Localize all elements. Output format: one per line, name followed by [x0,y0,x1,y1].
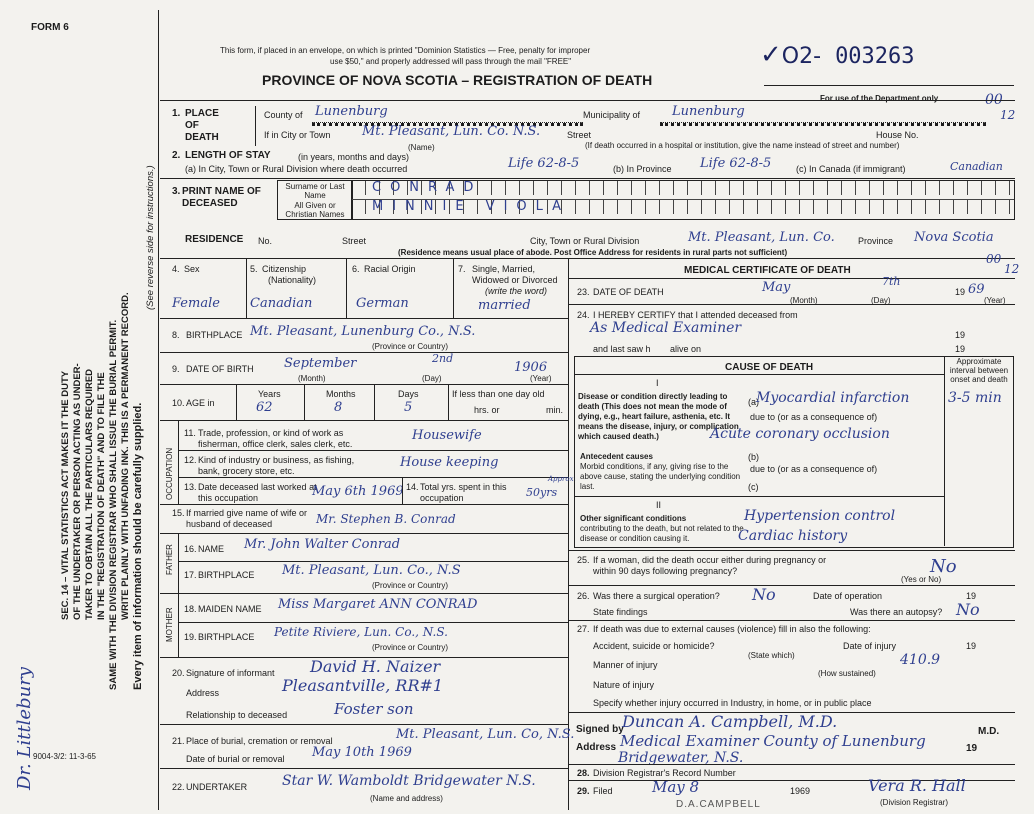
cause-title: CAUSE OF DEATH [725,362,814,373]
s11-value: Housewife [412,428,482,443]
department-use-label: For use of the Department only [820,94,939,103]
s18-value: Miss Margaret ANN CONRAD [278,597,478,612]
residence-label: RESIDENCE [185,234,244,245]
s20-signature: David H. Naizer [310,657,441,676]
other-value-2: Cardiac history [738,528,848,544]
s22-number: 22. [172,782,185,792]
dept-mark-1: 00 [985,92,1003,108]
s23-year: 69 [968,282,985,297]
medical-mark: 00 [986,252,1002,266]
s6-number: 6. [352,264,360,274]
s26-number: 26. [577,591,590,601]
side-text-4: IN THE "REGISTRATION OF DEATH" AND TO FILE THE [96,372,107,620]
s2-a-value: Life 62-8-5 [508,156,580,171]
reg-number-value: 003263 [835,44,915,69]
s23-number: 23. [577,287,590,297]
address-prefix: 19 [966,743,978,754]
s27-code: 410.9 [900,652,941,668]
surname-value: CONRAD [372,180,483,195]
s12-label: Kind of industry or business, as fishing, bank, grocery store, etc. [198,455,355,476]
city-name-hint: (Name) [408,143,435,152]
s2-c-label: (c) In Canada (if immigrant) [796,164,906,174]
check-mark-icon: ✓ [760,40,782,70]
s26-prefix: 19 [966,591,977,601]
s27-accident-label: Accident, suicide or homicide? [593,641,715,651]
mother-label: MOTHER [165,607,174,642]
s2-b-value: Life 62-8-5 [700,156,772,171]
s27-nature-label: Nature of injury [593,680,655,690]
s10-min-label: min. [546,405,564,415]
s27-number: 27. [577,624,590,634]
s20-address-label: Address [186,688,220,698]
s10-years-label: Years [258,389,281,399]
side-text-7: Every item of information should be carefully supplied. [132,402,144,690]
given-label: All Given or Christian Names [285,201,345,219]
s17-value: Mt. Pleasant, Lun. Co., N.S [282,563,461,578]
s20-address: Pleasantville, RR#1 [282,676,444,695]
s17-hint: (Province or Country) [372,581,449,590]
dept-mark-2: 12 [1000,108,1016,122]
md-label: M.D. [978,726,1000,737]
other-value-1: Hypertension control [744,508,896,524]
s10-hrs-label: hrs. or [474,405,500,415]
s9-year-hint: (Year) [530,374,552,383]
s22-hint: (Name and address) [370,794,443,803]
s29-prefix: 1969 [790,786,811,796]
s9-label: DATE OF BIRTH [186,364,254,374]
s2-b-label: (b) In Province [613,164,672,174]
form-code: 9004-3/2: 11-3-65 [33,752,97,761]
s16-value: Mr. John Walter Conrad [244,537,401,552]
s13-number: 13. [184,482,197,492]
s9-day-hint: (Day) [422,374,442,383]
residence-province-label: Province [858,236,894,246]
s21-date: May 10th 1969 [312,745,412,760]
municipality-label: Municipality of [583,110,641,120]
signed-value: Duncan A. Campbell, M.D. [622,712,838,731]
cause-a-label: (a) [748,397,759,407]
form-id: FORM 6 [31,22,69,33]
s10-months-label: Months [326,389,356,399]
s15-number: 15. [172,508,185,518]
side-signature: Dr. Littlebury [14,667,35,790]
due-label-2: due to (or as a consequence of) [750,464,878,474]
interval-label: Approximate interval between onset and death [949,357,1009,384]
s21-label: Place of burial, cremation or removal [186,736,333,746]
residence-province-value: Nova Scotia [914,230,994,245]
s26-findings-label: State findings [593,607,648,617]
s19-number: 19. [184,632,197,642]
s25-hint: (Yes or No) [901,575,942,584]
s24-number: 24. [577,310,590,320]
s29-label: Filed [593,786,613,796]
s20-relationship-label: Relationship to deceased [186,710,288,720]
other-label: contributing to the death, but not related to the disease or condition causing it. [580,524,744,543]
s4-number: 4. [172,264,180,274]
s27-specify-label: Specify whether injury occurred in Industry, in home, or in public place [593,698,872,708]
father-label: FATHER [165,544,174,575]
antecedent-label: Morbid conditions, if any, giving rise to the above cause, stating the underlying condition last. [580,462,741,491]
s9-day: 2nd [432,352,454,365]
side-text-8: (See reverse side for instructions.) [145,165,156,310]
city-label: If in City or Town [264,130,331,140]
residence-hint: (Residence means usual place of abode. Post Office Address for residents in rural parts not sufficient) [398,248,788,257]
s10-days-label: Days [398,389,419,399]
s8-value: Mt. Pleasant, Lunenburg Co., N.S. [250,324,476,339]
s18-number: 18. [184,604,197,614]
s24-alive-label: alive on [670,344,702,354]
s20-number: 20. [172,668,185,678]
s11-number: 11. [184,428,196,438]
s25-value: No [930,556,957,577]
s13-label: Date deceased last worked at this occupation [198,482,317,503]
reg-prefix: O2- [781,44,822,69]
s29-date: May 8 [652,778,700,796]
county-label: County of [264,110,303,120]
s3-label: PRINT NAME OF DECEASED [182,186,261,209]
due-label-1: due to (or as a consequence of) [750,412,878,422]
notice-line-1: This form, if placed in an envelope, on which is printed "Dominion Statistics — Free, penalty for improper [220,46,591,55]
s2-label: LENGTH OF STAY [185,150,271,161]
s19-value: Petite Riviere, Lun. Co., N.S. [274,625,448,639]
s28-number: 28. [577,768,590,778]
antecedent-title: Antecedent causes [580,452,653,461]
s15-label: If married give name of wife or husband of deceased [186,508,308,529]
s23-prefix: 19 [955,287,966,297]
s14-note: Approx. [548,475,576,483]
part-2-label: II [656,500,662,510]
s4-label: Sex [184,264,200,274]
s24-prefix2: 19 [955,344,966,354]
s26-value: No [752,585,776,604]
residence-city-label: City, Town or Rural Division [530,236,640,246]
s5-value: Canadian [250,296,313,311]
s28-label: Division Registrar's Record Number [593,768,736,778]
s9-number: 9. [172,364,180,374]
hospital-hint: (If death occurred in a hospital or institution, give the name instead of street and number) [585,141,900,150]
cause-c-label: (c) [748,482,759,492]
residence-no-label: No. [258,236,273,246]
residence-city-value: Mt. Pleasant, Lun. Co. [688,230,835,245]
s10-days: 5 [404,400,413,415]
s2-number: 2. [172,150,181,161]
s6-label: Racial Origin [364,264,416,274]
s19-hint: (Province or Country) [372,643,449,652]
address-value-2: Bridgewater, N.S. [618,750,744,766]
s15-value: Mr. Stephen B. Conrad [316,512,456,526]
s27-manner-label: Manner of injury [593,660,658,670]
s23-year-hint: (Year) [984,296,1006,305]
s8-label: BIRTHPLACE [186,330,243,340]
city-value: Mt. Pleasant, Lun. Co. N.S. [362,124,541,139]
s2-hint: (in years, months and days) [298,152,410,162]
address-label: Address [576,742,617,753]
s7-value: married [478,298,531,313]
s7-label: Single, Married, Widowed or Divorced [472,264,558,285]
s16-number: 16. [184,544,197,554]
s8-hint: (Province or Country) [372,342,449,351]
s22-value: Star W. Wamboldt Bridgewater N.S. [282,773,536,789]
s22-label: UNDERTAKER [186,782,248,792]
s20-label: Signature of informant [186,668,275,678]
s26-op-date-label: Date of operation [813,591,883,601]
s8-number: 8. [172,330,180,340]
doctor-stamp: D.A.CAMPBELL [676,799,761,810]
s21-place: Mt. Pleasant, Lun. Co, N.S. [396,727,575,742]
s23-month-hint: (Month) [790,296,818,305]
s29-number: 29. [577,786,590,796]
s14-value: 50yrs [526,486,558,499]
s10-months: 8 [334,400,343,415]
s29-hint: (Division Registrar) [880,798,949,807]
s17-label: BIRTHPLACE [198,570,255,580]
street-label: Street [567,130,592,140]
side-text-2: OF THE UNDERTAKER OR PERSON ACTING AS UNDER- [72,363,83,620]
county-value: Lunenburg [315,104,388,119]
cause-b-value: Acute coronary occlusion [710,426,890,442]
cause-a-value: Myocardial infarction [756,390,910,406]
s24-last-label: and last saw h [593,344,651,354]
side-text-5: SAME WITH THE DIVISION REGISTRAR WHO SHALL ISSUE THE BURIAL PERMIT. [108,319,119,690]
s27-prefix: 19 [966,641,977,651]
s24-prefix: 19 [955,330,966,340]
s25-number: 25. [577,555,590,565]
s17-number: 17. [184,570,197,580]
cause-a-interval: 3-5 min [948,390,1002,406]
s9-year: 1906 [514,360,548,375]
s5-number: 5. [250,264,258,274]
s18-label: MAIDEN NAME [198,604,262,614]
address-value: Medical Examiner County of Lunenburg [620,732,926,750]
s12-value: House keeping [400,455,499,470]
other-title: Other significant conditions [580,514,687,523]
notice-line-2: use $50," and properly addressed will pass through the mail "FREE" [330,57,572,66]
medical-title: MEDICAL CERTIFICATE OF DEATH [684,265,851,276]
occupation-label: OCCUPATION [165,447,174,500]
s29-registrar: Vera R. Hall [868,776,966,795]
s12-number: 12. [184,455,197,465]
s25-label: If a woman, did the death occur either during pregnancy or within 90 days following pregnancy? [593,555,827,576]
s23-label: DATE OF DEATH [593,287,664,297]
s7-sub: (write the word) [485,286,548,296]
s21-number: 21. [172,736,185,746]
side-text-6: WRITE PLAINLY WITH UNFADING INK. THIS IS A PERMANENT RECORD. [120,292,131,620]
s2-a-label: (a) In City, Town or Rural Division where death occurred [185,164,408,174]
s6-value: German [356,296,409,311]
s19-label: BIRTHPLACE [198,632,255,642]
s26-autopsy: No [956,600,980,619]
s27-sustained-hint: (How sustained) [818,669,876,678]
side-text-1: SEC. 14 – VITAL STATISTICS ACT MAKES IT THE DUTY [60,370,71,620]
s3-number: 3. [172,186,181,197]
s13-value: May 6th 1969 [312,484,404,499]
residence-street-label: Street [342,236,367,246]
disease-label: Disease or condition directly leading to death (This does not mean the mode of dying, e.g., heart failure, asthenia, etc. It means the disease, injury, or complication which caused death.) [578,392,739,441]
house-no-label: House No. [876,130,919,140]
given-names-value: MINNIE VIOLA [372,199,571,214]
s23-day: 7th [882,275,901,288]
s14-number: 14. [406,482,419,492]
s9-month: September [284,356,357,371]
s10-number: 10. [172,398,185,408]
s10-label: AGE in [186,398,215,408]
s5-sub: (Nationality) [268,275,317,285]
s10-years: 62 [256,400,273,415]
s23-day-hint: (Day) [871,296,891,305]
page-title: PROVINCE OF NOVA SCOTIA – REGISTRATION OF DEATH [262,72,653,88]
s9-month-hint: (Month) [298,374,326,383]
s21-date-label: Date of burial or removal [186,754,285,764]
s1-number: 1. [172,108,181,119]
side-text-3: TAKER TO OBTAIN ALL THE PARTICULARS REQUIRED [84,368,95,620]
s26-label: Was there a surgical operation? [593,591,720,601]
s23-month: May [762,280,791,295]
s1-label: PLACE OF DEATH [185,108,219,143]
s24-label: I HEREBY CERTIFY that I attended deceased from [593,310,798,320]
s26-autopsy-label: Was there an autopsy? [850,607,943,617]
s24-value: As Medical Examiner [590,320,742,336]
s11-label: Trade, profession, or kind of work as fisherman, office clerk, sales clerk, etc. [198,428,353,449]
s27-injury-date-label: Date of injury [843,641,897,651]
s10-lt-label: If less than one day old [452,389,545,399]
signed-label: Signed by [576,724,624,735]
s14-label: Total yrs. spent in this occupation [420,482,507,503]
s16-label: NAME [198,544,225,554]
s5-label: Citizenship [262,264,307,274]
s4-value: Female [172,296,220,311]
s2-c-value: Canadian [950,160,1003,173]
medical-mark-2: 12 [1004,262,1020,276]
cause-b-label: (b) [748,452,759,462]
s20-relationship: Foster son [334,700,414,718]
registration-number [760,40,915,70]
part-1-label: I [656,378,659,388]
s7-number: 7. [458,264,466,274]
s27-state-hint: (State which) [748,651,795,660]
s27-label: If death was due to external causes (violence) fill in also the following: [593,624,871,634]
surname-label: Surname or Last Name [285,182,345,200]
municipality-value: Lunenburg [672,104,745,119]
